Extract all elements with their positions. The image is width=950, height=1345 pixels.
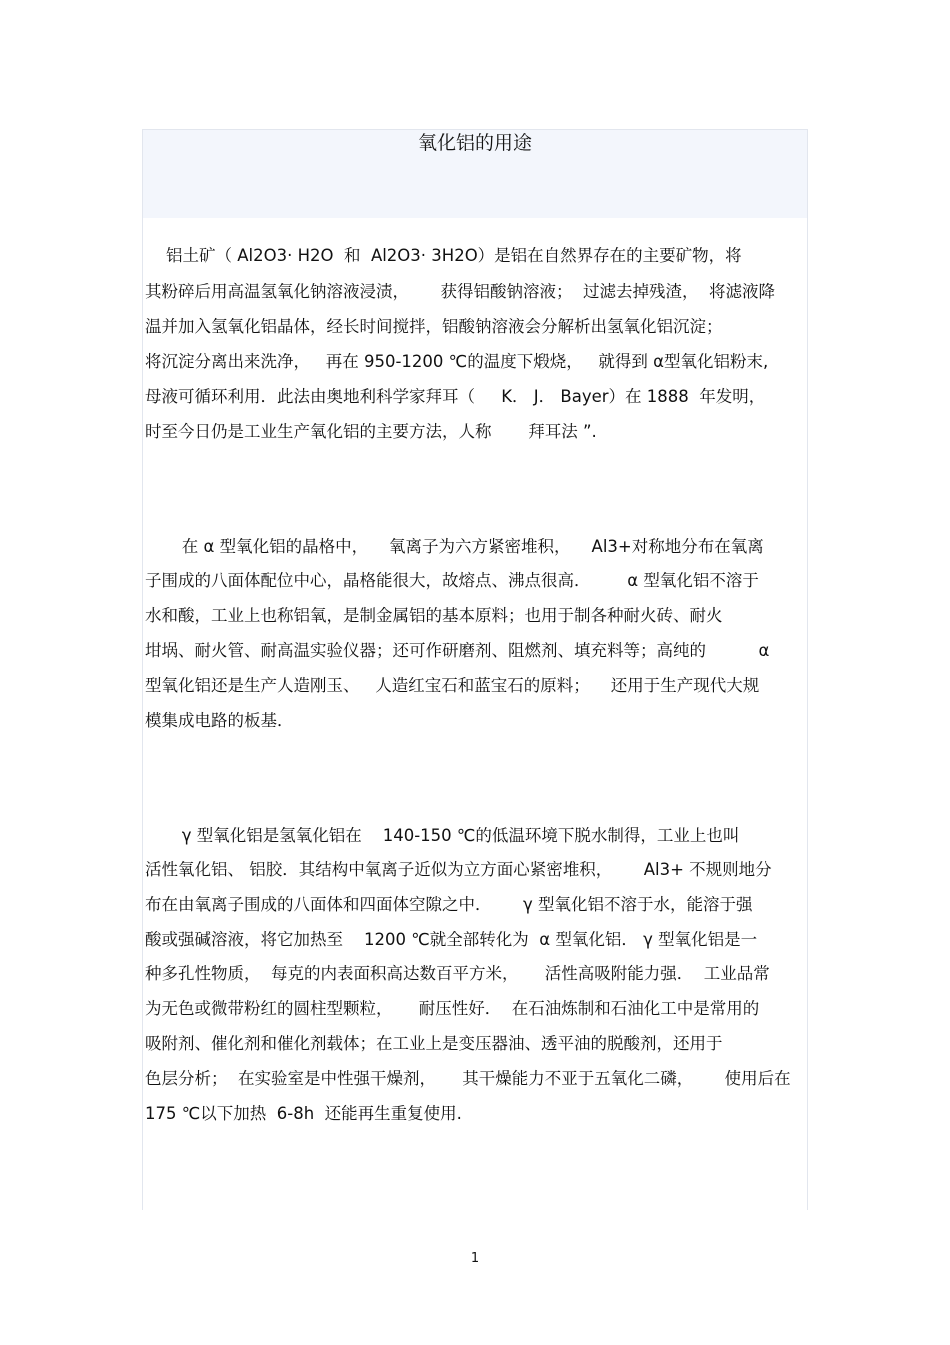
paragraph-2-line: 子围成的八面体配位中心，晶格能很大，故熔点、沸点很高． α 型氧化铝不溶于 [145,571,759,590]
paragraph-3-line: 175 ℃以下加热 6-8h 还能再生重复使用. [145,1104,462,1123]
paragraph-3-line: 布在由氧离子围成的八面体和四面体空隙之中． γ 型氧化铝不溶于水，能溶于强 [145,895,753,914]
paragraph-3-line: 活性氧化铝、 铝胶．其结构中氧离子近似为立方面心紧密堆积， Al3+ 不规则地分 [145,860,772,879]
page-number: 1 [470,1251,480,1266]
paragraph-1-line: 其粉碎后用高温氢氧化钠溶液浸渍， 获得铝酸钠溶液； 过滤去掉残渣， 将滤液降 [145,282,775,301]
paragraph-2-line: 模集成电路的板基． [145,711,294,730]
paragraph-2-line: 水和酸，工业上也称铝氧，是制金属铝的基本原料；也用于制各种耐火砖、耐火 [145,606,723,625]
paragraph-1-line: 将沉淀分离出来洗净， 再在 950-1200 ℃的温度下煅烧， 就得到 α型氧化铝粉末, [145,352,769,371]
paragraph-3-line: 色层分析； 在实验室是中性强干燥剂， 其干燥能力不亚于五氧化二磷， 使用后在 [145,1069,791,1088]
paragraph-1-line: 时至今日仍是工业生产氧化铝的主要方法，人称 拜耳法 ”. [145,422,597,441]
paragraph-2-line: 坩埚、耐火管、耐高温实验仪器；还可作研磨剂、阻燃剂、填充料等；高纯的 α [145,641,770,660]
paragraph-3-line: 吸附剂、催化剂和催化剂载体；在工业上是变压器油、透平油的脱酸剂，还用于 [145,1034,723,1053]
paragraph-3-line: 酸或强碱溶液，将它加热至 1200 ℃就全部转化为 α 型氧化铝． γ 型氧化铝是一 [145,930,758,949]
paragraph-1-line: 温并加入氢氧化铝晶体，经长时间搅拌，铝酸钠溶液会分解析出氢氧化铝沉淀； [145,317,723,336]
paragraph-1-line: 铝土矿（ Al2O3· H2O 和 Al2O3· 3H2O）是铝在自然界存在的主要矿物，将 [145,246,742,265]
title-band [143,130,807,218]
paragraph-1-line: 母液可循环利用．此法由奥地利科学家拜耳（ K． J． Bayer）在 1888 年发明， [145,387,766,406]
paragraph-3-line: 种多孔性物质， 每克的内表面积高达数百平方米， 活性高吸附能力强． 工业品常 [145,964,770,983]
paragraph-3-line: γ 型氧化铝是氢氧化铝在 140-150 ℃的低温环境下脱水制得，工业上也叫 [145,826,740,845]
paragraph-3-line: 为无色或微带粉红的圆柱型颗粒， 耐压性好． 在石油炼制和石油化工中是常用的 [145,999,760,1018]
paragraph-2-line: 在 α 型氧化铝的晶格中， 氧离子为六方紧密堆积， Al3+对称地分布在氧离 [145,537,764,556]
paragraph-2-line: 型氧化铝还是生产人造刚玉、 人造红宝石和蓝宝石的原料； 还用于生产现代大规 [145,676,760,695]
document-title: 氧化铝的用途 [417,132,532,154]
